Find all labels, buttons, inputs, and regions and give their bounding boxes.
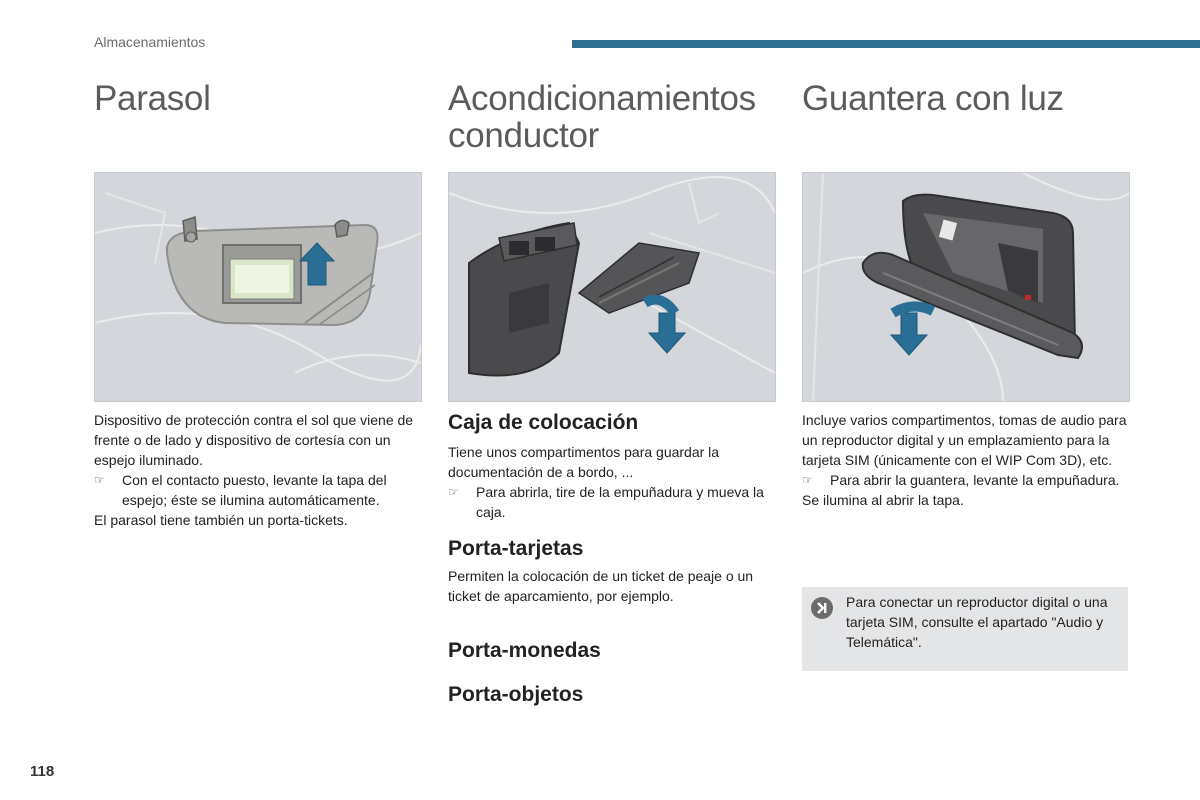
heading-caja: Caja de colocación <box>448 411 639 434</box>
pointing-hand-icon: ☞ <box>94 473 105 487</box>
parasol-bullet <box>94 470 422 510</box>
glovebox-bullet <box>802 470 1130 490</box>
caja-paragraph: Tiene unos compartimentos para guardar la documentación de a bordo, ... <box>448 444 720 480</box>
next-arrow-icon <box>811 597 833 619</box>
illustration-sun-visor <box>94 172 422 402</box>
parasol-paragraph-2: El parasol tiene también un porta-tickets. <box>94 512 348 528</box>
column-glovebox <box>802 79 1130 650</box>
parasol-bullet-text: Con el contacto puesto, levante la tapa del espejo; éste se ilumina automáticamente. <box>122 472 387 508</box>
info-box <box>802 587 1128 671</box>
glovebox-paragraph-2: Se ilumina al abrir la tapa. <box>802 492 964 508</box>
pointing-hand-icon: ☞ <box>802 473 813 487</box>
parasol-body <box>94 410 422 530</box>
parasol-paragraph: Dispositivo de protección contra el sol que viene de frente o de lado y dispositivo de cortesía con un espejo iluminado. <box>94 412 414 468</box>
caja-bullet-text: Para abrirla, tire de la empuñadura y mueva la caja. <box>476 484 764 520</box>
glovebox-paragraph: Incluye varios compartimentos, tomas de audio para un reproductor digital y un emplazamiento para la tarjeta SIM (únicamente con el WIP Com 3D), etc. <box>802 412 1127 468</box>
glovebox-bullet-text: Para abrir la guantera, levante la empuñadura. <box>830 472 1120 488</box>
glovebox-body <box>802 410 1130 510</box>
title-driver: Acondicionamientos conductor <box>448 79 756 155</box>
heading-objetos: Porta-objetos <box>448 683 584 706</box>
title-glovebox: Guantera con luz <box>802 79 1064 118</box>
driver-body <box>448 410 776 708</box>
column-driver <box>448 79 776 706</box>
tarjetas-paragraph: Permiten la colocación de un ticket de peaje o un ticket de aparcamiento, por ejemplo. <box>448 568 754 604</box>
heading-tarjetas: Porta-tarjetas <box>448 537 584 560</box>
illustration-glovebox <box>802 172 1130 402</box>
pointing-hand-icon: ☞ <box>448 485 459 499</box>
page-number: 118 <box>30 763 55 780</box>
column-parasol <box>94 79 422 528</box>
header-accent-bar <box>572 40 1200 48</box>
illustration-storage-box <box>448 172 776 402</box>
title-parasol: Parasol <box>94 79 211 118</box>
caja-bullet <box>448 482 776 522</box>
section-label: Almacenamientos <box>94 34 206 50</box>
heading-monedas: Porta-monedas <box>448 639 601 662</box>
info-text: Para conectar un reproductor digital o una tarjeta SIM, consulte el apartado "Audio y Telemática". <box>846 594 1108 650</box>
